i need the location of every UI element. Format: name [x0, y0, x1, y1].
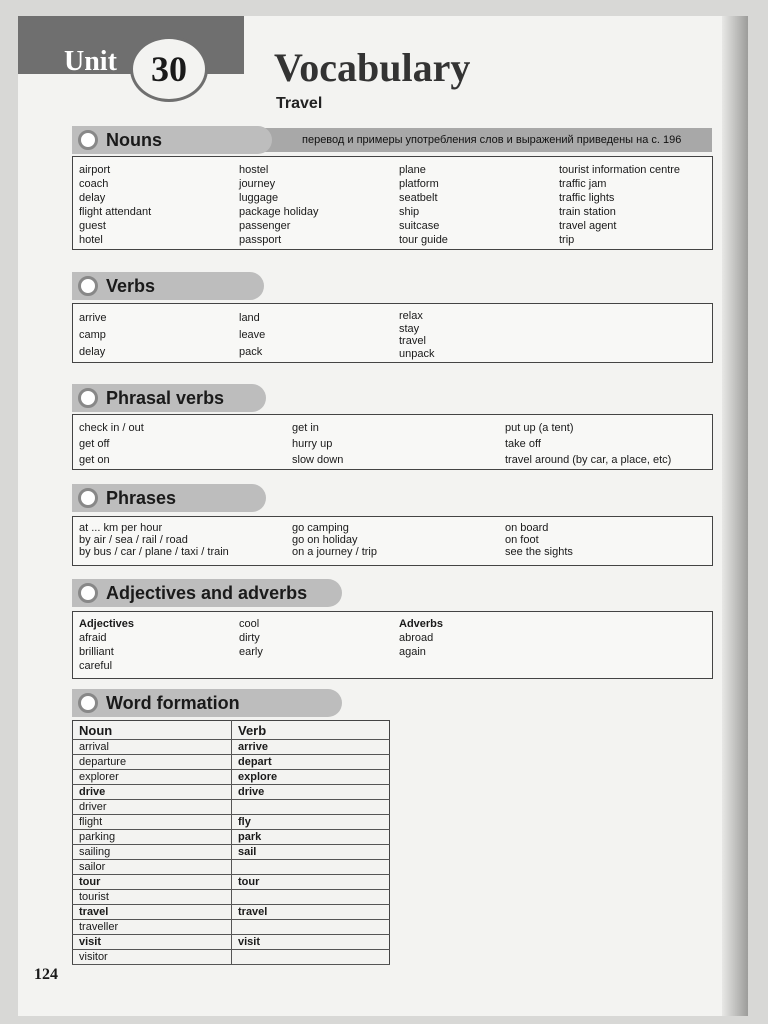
nouns-col-4 [559, 163, 680, 247]
list-item: relax [399, 310, 423, 322]
noun-cell: driver [73, 800, 232, 815]
list-item: traffic lights [559, 192, 615, 204]
adjectives-list-2 [239, 617, 263, 659]
list-item: coach [79, 178, 109, 190]
nouns-col-1 [79, 163, 151, 247]
phrasal-col-2 [292, 420, 343, 468]
adjectives-col-1 [79, 617, 134, 673]
verb-cell [232, 860, 390, 875]
nouns-heading-pill [72, 126, 272, 154]
list-item: take off [505, 438, 541, 450]
list-item: see the sights [505, 546, 573, 558]
nouns-col-2 [239, 163, 319, 247]
list-item: train station [559, 206, 616, 218]
list-item: suitcase [399, 220, 440, 232]
list-item: early [239, 646, 263, 658]
list-item: trip [559, 234, 575, 246]
phrases-col-3 [505, 522, 573, 558]
list-item: brilliant [79, 646, 114, 658]
noun-cell: travel [73, 905, 232, 920]
verb-cell: park [232, 830, 390, 845]
verbs-col-2 [239, 310, 265, 361]
table-header-row [73, 721, 390, 740]
page-number: 124 [34, 966, 58, 983]
list-item: check in / out [79, 422, 144, 434]
list-item: on board [505, 522, 549, 534]
verb-cell: explore [232, 770, 390, 785]
adjectives-title: Adjectives [79, 618, 135, 630]
phrasal-col-1 [79, 420, 144, 468]
list-item: platform [399, 178, 439, 190]
verbs-col-3 [399, 310, 434, 360]
table-row [73, 770, 390, 785]
list-item: ship [399, 206, 420, 218]
word-formation-heading-pill [72, 689, 342, 717]
list-item: tourist information centre [559, 164, 681, 176]
table-row [73, 950, 390, 965]
adverbs-list [399, 631, 443, 659]
list-item: get on [79, 454, 110, 466]
verb-cell [232, 890, 390, 905]
list-item: slow down [292, 454, 344, 466]
word-formation-heading: Word formation [106, 692, 240, 713]
list-item: careful [79, 660, 113, 672]
list-item: passport [239, 234, 282, 246]
table-row [73, 890, 390, 905]
list-item: tour guide [399, 234, 448, 246]
adjectives-adverbs-heading: Adjectives and adverbs [106, 582, 308, 603]
phrases-col-2 [292, 522, 377, 558]
unit-number-badge: 30 [130, 36, 208, 102]
adjectives-col-2 [239, 617, 263, 659]
phrasal-verbs-heading-pill [72, 384, 266, 412]
table-row [73, 860, 390, 875]
table-row [73, 830, 390, 845]
verb-cell [232, 950, 390, 965]
list-item: traffic jam [559, 178, 607, 190]
nouns-heading: Nouns [106, 129, 162, 150]
list-item: passenger [239, 220, 291, 232]
noun-column-header: Noun [73, 721, 232, 740]
table-row [73, 935, 390, 950]
noun-cell: explorer [73, 770, 232, 785]
list-item: go on holiday [292, 534, 358, 546]
list-item: delay [79, 346, 106, 358]
list-item: go camping [292, 522, 349, 534]
list-item: hostel [239, 164, 269, 176]
noun-cell: flight [73, 815, 232, 830]
table-row [73, 845, 390, 860]
list-item: pack [239, 346, 263, 358]
list-item: stay [399, 322, 420, 335]
noun-cell: visit [73, 935, 232, 950]
list-item: journey [239, 178, 276, 190]
verb-cell: tour [232, 875, 390, 890]
verb-cell: sail [232, 845, 390, 860]
page-title: Vocabulary [274, 45, 471, 90]
noun-cell: departure [73, 755, 232, 770]
nouns-col-3 [399, 163, 448, 247]
page-edge-shadow [722, 16, 748, 1016]
verbs-col-1 [79, 310, 107, 361]
noun-cell: tour [73, 875, 232, 890]
noun-cell: arrival [73, 740, 232, 755]
list-item: hotel [79, 234, 103, 246]
table-row [73, 785, 390, 800]
phrasal-verbs-box [72, 414, 713, 470]
unit-label: Unit [64, 46, 117, 77]
list-item: luggage [239, 192, 279, 204]
list-item: leave [239, 329, 266, 341]
noun-cell: traveller [73, 920, 232, 935]
adjectives-adverbs-heading-pill [72, 579, 342, 607]
list-item: get in [292, 422, 319, 434]
list-item: flight attendant [79, 206, 152, 218]
noun-cell: tourist [73, 890, 232, 905]
list-item: on foot [505, 534, 539, 546]
list-item: travel agent [559, 220, 617, 232]
word-formation-table [72, 720, 390, 965]
table-row [73, 875, 390, 890]
bullet-icon [78, 583, 98, 603]
list-item: by air / sea / rail / road [79, 534, 188, 546]
table-row [73, 815, 390, 830]
table-row [73, 755, 390, 770]
list-item: arrive [79, 312, 107, 324]
list-item: seatbelt [399, 192, 438, 204]
bullet-icon [78, 130, 98, 150]
phrases-heading-pill [72, 484, 266, 512]
verb-column-header: Verb [232, 721, 390, 740]
list-item: unpack [399, 347, 435, 360]
verb-cell: depart [232, 755, 390, 770]
nouns-box [72, 156, 713, 250]
list-item: hurry up [292, 438, 333, 450]
page-subtitle: Travel [276, 95, 323, 112]
noun-cell: visitor [73, 950, 232, 965]
list-item: abroad [399, 632, 434, 644]
verb-cell: drive [232, 785, 390, 800]
nouns-note: перевод и примеры употребления слов и выражений приведены на с. 196 [302, 134, 682, 146]
verb-cell: travel [232, 905, 390, 920]
verb-cell: fly [232, 815, 390, 830]
list-item: guest [79, 220, 106, 232]
table-row [73, 740, 390, 755]
list-item: afraid [79, 632, 107, 644]
noun-cell: sailing [73, 845, 232, 860]
list-item: package holiday [239, 206, 319, 218]
bullet-icon [78, 276, 98, 296]
list-item: airport [79, 164, 111, 176]
verb-cell [232, 920, 390, 935]
adjectives-list-1 [79, 631, 134, 673]
list-item: on a journey / trip [292, 546, 377, 558]
list-item: by bus / car / plane / taxi / train [79, 546, 229, 558]
list-item: put up (a tent) [505, 422, 574, 434]
list-item: at ... km per hour [79, 522, 163, 534]
verbs-heading-pill [72, 272, 264, 300]
verb-cell: arrive [232, 740, 390, 755]
list-item: get off [79, 438, 110, 450]
bullet-icon [78, 388, 98, 408]
table-row [73, 920, 390, 935]
phrases-col-1 [79, 522, 229, 558]
verbs-heading: Verbs [106, 275, 156, 296]
phrases-box [72, 516, 713, 566]
bullet-icon [78, 693, 98, 713]
bullet-icon [78, 488, 98, 508]
list-item: land [239, 312, 260, 324]
noun-cell: drive [73, 785, 232, 800]
list-item: travel [399, 335, 426, 347]
adverbs-col [399, 617, 443, 659]
list-item: delay [79, 192, 106, 204]
table-row [73, 800, 390, 815]
phrasal-col-3 [505, 420, 671, 468]
noun-cell: sailor [73, 860, 232, 875]
list-item: plane [399, 164, 426, 176]
verb-cell: visit [232, 935, 390, 950]
list-item: camp [79, 329, 106, 341]
list-item: again [399, 646, 426, 658]
phrasal-verbs-heading: Phrasal verbs [106, 387, 225, 408]
phrases-heading: Phrases [106, 487, 177, 508]
list-item: travel around (by car, a place, etc) [505, 454, 672, 466]
verbs-box [72, 303, 713, 363]
list-item: dirty [239, 632, 260, 644]
noun-cell: parking [73, 830, 232, 845]
adjectives-adverbs-box [72, 611, 713, 679]
verb-cell [232, 800, 390, 815]
table-row [73, 905, 390, 920]
adverbs-title: Adverbs [399, 618, 444, 630]
list-item: cool [239, 618, 260, 630]
